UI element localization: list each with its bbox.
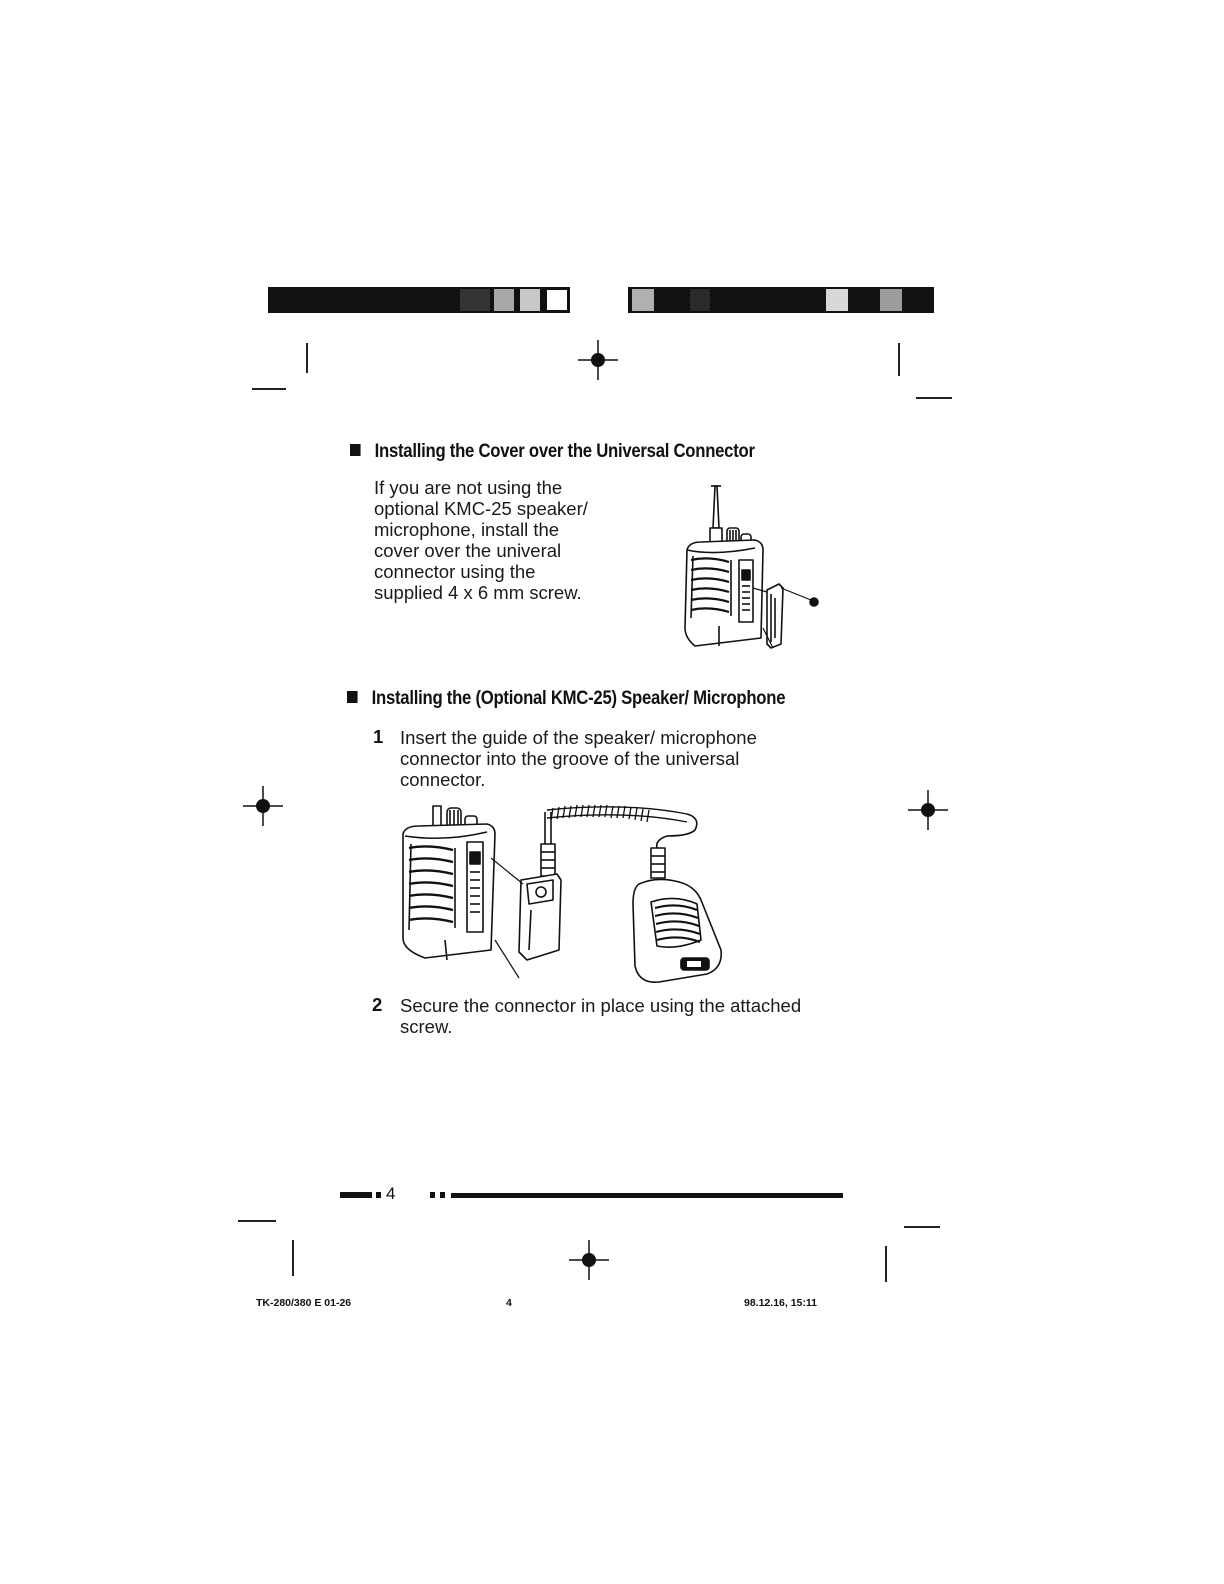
crop-mark-top-left-h — [252, 388, 286, 390]
top-bar-right-pattern — [690, 289, 710, 311]
top-bar-right-square-2 — [826, 289, 848, 311]
registration-mark-top-icon — [578, 340, 618, 380]
step-line: connector. — [400, 769, 486, 790]
page-number: 4 — [386, 1184, 396, 1203]
step-2-number: 2 — [372, 994, 383, 1015]
page-number-marker-right-1 — [430, 1192, 435, 1198]
registration-mark-right-icon — [908, 790, 948, 830]
crop-mark-bottom-left-h — [238, 1220, 276, 1222]
page-number-marker-left — [340, 1192, 372, 1198]
crop-mark-bottom-right-v — [885, 1246, 887, 1282]
paragraph-line: microphone, install the — [374, 519, 560, 540]
radio-cover-illustration — [675, 478, 835, 653]
crop-mark-bottom-right-h — [904, 1226, 940, 1228]
paragraph-line: connector using the — [374, 561, 536, 582]
step-1-number: 1 — [373, 726, 384, 747]
speaker-microphone-illustration — [395, 800, 735, 990]
step-line: connector into the groove of the universal — [400, 748, 740, 769]
top-bar-left-pattern — [460, 289, 490, 311]
page-bottom-bar — [451, 1193, 843, 1198]
section-1-paragraph — [374, 477, 588, 603]
step-1-text — [400, 727, 757, 790]
step-line: Secure the connector in place using the attached — [400, 995, 802, 1016]
top-bar-right-square-1 — [632, 289, 654, 311]
crop-mark-top-left-v — [306, 343, 308, 373]
crop-mark-top-right-h — [916, 397, 952, 399]
section-2-heading: Installing the (Optional KMC-25) Speaker/ Microphone — [347, 688, 785, 710]
crop-mark-bottom-left-v — [292, 1240, 294, 1276]
crop-mark-top-right-v — [898, 343, 900, 376]
step-line: Insert the guide of the speaker/ microphone — [400, 727, 757, 748]
footer-center: 4 — [506, 1297, 512, 1309]
step-2-text — [400, 995, 801, 1037]
paragraph-line: optional KMC-25 speaker/ — [374, 498, 588, 519]
top-bar-left-square-2 — [520, 289, 540, 311]
top-bar-left-square-1 — [494, 289, 514, 311]
footer-left: TK-280/380 E 01-26 — [256, 1297, 352, 1309]
heading-bullet-icon — [350, 444, 361, 456]
section-1-heading: Installing the Cover over the Universal Connector — [350, 441, 755, 463]
paragraph-line: cover over the univeral — [374, 540, 562, 561]
registration-mark-left-icon — [243, 786, 283, 826]
top-bar-right-square-3 — [880, 289, 902, 311]
paragraph-line: supplied 4 x 6 mm screw. — [374, 582, 582, 603]
footer-right: 98.12.16, 15:11 — [744, 1297, 817, 1309]
registration-mark-bottom-icon — [569, 1240, 609, 1280]
page-number-marker-right-2 — [440, 1192, 445, 1198]
step-line: screw. — [400, 1016, 453, 1037]
page-number-marker-dot — [376, 1192, 381, 1198]
top-bar-left-square-3 — [546, 289, 568, 311]
paragraph-line: If you are not using the — [374, 477, 563, 498]
heading-bullet-icon — [347, 691, 358, 703]
